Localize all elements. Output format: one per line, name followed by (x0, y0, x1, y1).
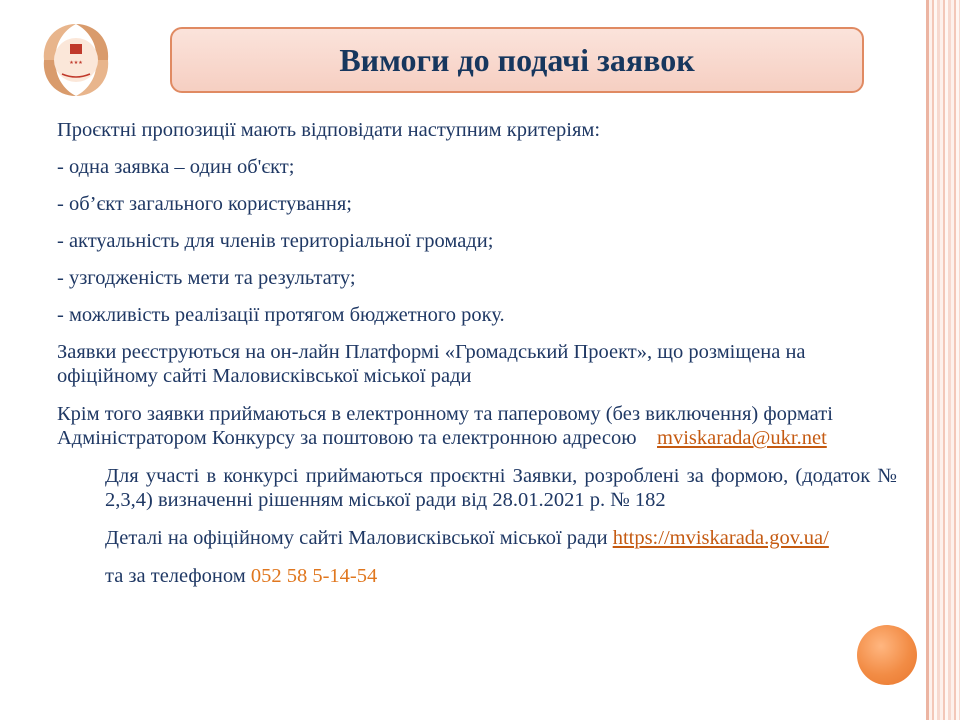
criterion-3: - актуальність для членів територіальної громади; (57, 230, 494, 252)
decorative-stripes (926, 0, 960, 720)
paper-submission-text: Крім того заявки приймаються в електронному та паперовому (без виключення) форматі Адміністратором Конкурсу за поштовою та електронною адресою (57, 403, 833, 449)
criterion-5: - можливість реалізації протягом бюджетного року. (57, 304, 505, 326)
phone-paragraph (57, 564, 897, 588)
criterion-1: - одна заявка – один об'єкт; (57, 156, 295, 178)
criterion-2: - об’єкт загального користування; (57, 193, 352, 215)
slide-title-box (170, 27, 864, 93)
registration-text: Заявки реєструються на он-лайн Платформі «Громадський Проект», що розміщена на офіційному сайті Маловисківської міської ради (57, 341, 806, 387)
site-link[interactable]: https://mviskarada.gov.ua/ (612, 527, 829, 549)
email-link[interactable]: mviskarada@ukr.net (657, 427, 827, 449)
paper-submission-paragraph (57, 402, 897, 450)
criterion-4: - узгодженість мети та результату; (57, 267, 356, 289)
forms-text: Для участі в конкурсі приймаються проєктні Заявки, розроблені за формою, (додаток № 2,3,4) визначенні рішенням міської ради від 28.01.2021 р. № 182 (105, 465, 897, 511)
svg-text:★★★: ★★★ (69, 60, 83, 66)
hands-circle-logo (36, 18, 116, 102)
decorative-circle (857, 625, 917, 685)
details-text: Деталі на офіційному сайті Маловисківської міської ради (105, 527, 608, 549)
slide-title: Вимоги до подачі заявок (339, 41, 695, 78)
slide-content (57, 118, 897, 588)
phone-number: 052 58 5-14-54 (250, 565, 378, 587)
intro-text: Проєктні пропозиції мають відповідати наступним критеріям: (57, 119, 601, 141)
details-paragraph (57, 526, 897, 550)
phone-label: та за телефоном (105, 565, 246, 587)
